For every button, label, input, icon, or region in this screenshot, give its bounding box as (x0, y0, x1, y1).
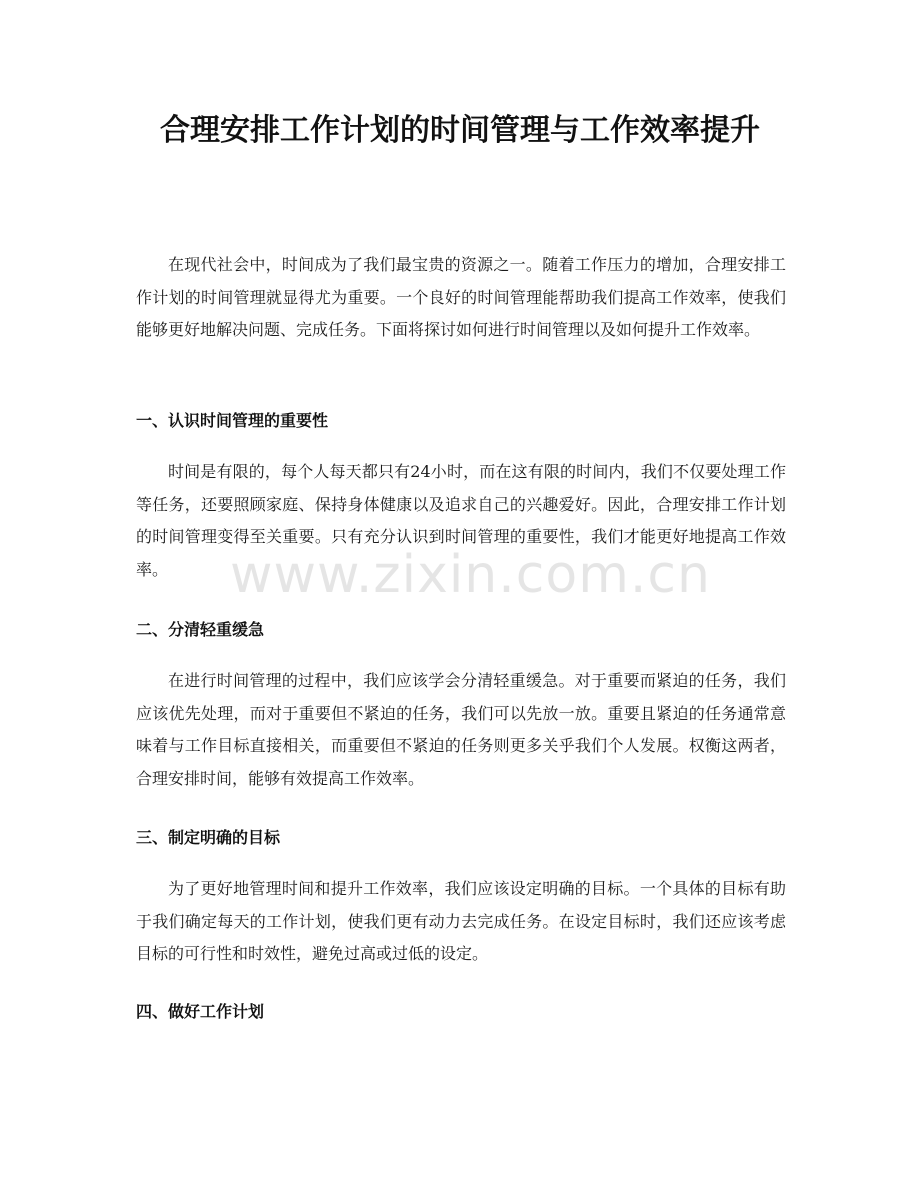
section-heading-4: 四、做好工作计划 (136, 1002, 265, 1021)
document-title: 合理安排工作计划的时间管理与工作效率提升 (160, 113, 760, 148)
section-heading-1: 一、认识时间管理的重要性 (136, 411, 329, 430)
section-body-3: 为了更好地管理时间和提升工作效率，我们应该设定明确的目标。一个具体的目标有助于我们确定每天的工作计划，使我们更有动力去完成任务。在设定目标时，我们还应该考虑目标的可行性和时效性，避免过高或过低的设定。 (136, 879, 786, 963)
intro-paragraph: 在现代社会中，时间成为了我们最宝贵的资源之一。随着工作压力的增加，合理安排工作计划的时间管理就显得尤为重要。一个良好的时间管理能帮助我们提高工作效率，使我们能够更好地解决问题、完成任务。下面将探讨如何进行时间管理以及如何提升工作效率。 (136, 255, 786, 339)
section-body-1: 时间是有限的，每个人每天都只有24小时，而在这有限的时间内，我们不仅要处理工作等任务，还要照顾家庭、保持身体健康以及追求自己的兴趣爱好。因此，合理安排工作计划的时间管理变得至关重要。只有充分认识到时间管理的重要性，我们才能更好地提高工作效率。 (136, 462, 786, 579)
section-heading-3: 三、制定明确的目标 (136, 828, 281, 847)
section-heading-2: 二、分清轻重缓急 (136, 620, 265, 639)
watermark: www.zixin.com.cn (230, 545, 711, 605)
section-body-2: 在进行时间管理的过程中，我们应该学会分清轻重缓急。对于重要而紧迫的任务，我们应该优先处理，而对于重要但不紧迫的任务，我们可以先放一放。重要且紧迫的任务通常意味着与工作目标直接相关，而重要但不紧迫的任务则更多关乎我们个人发展。权衡这两者，合理安排时间，能够有效提高工作效率。 (136, 671, 786, 788)
